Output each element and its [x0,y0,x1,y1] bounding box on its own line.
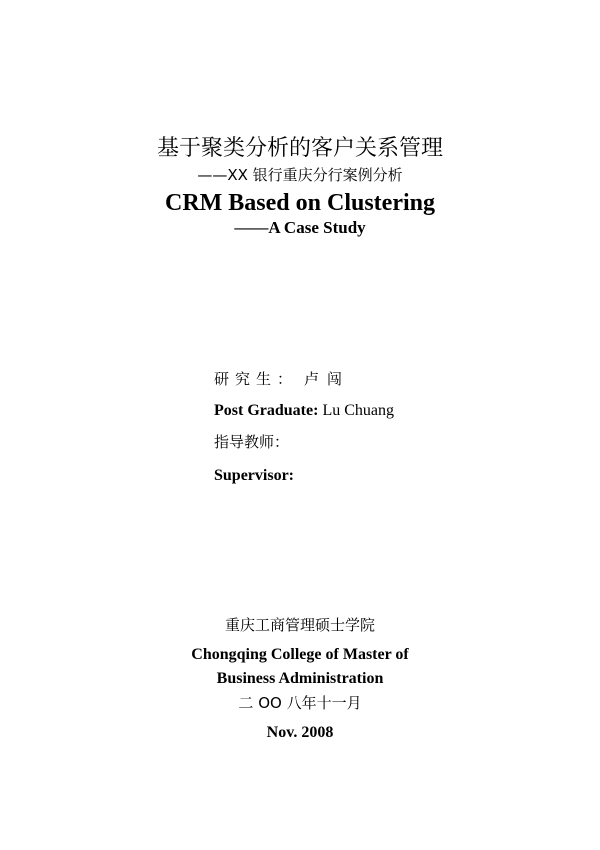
institution-chinese: 重庆工商管理硕士学院 [224,616,375,634]
author-label-chinese: 研究生： [214,370,299,388]
date-english: Nov. 2008 [266,724,334,741]
subtitle-english: ——A Case Study [234,218,366,237]
author-label-english: Post Graduate: [214,402,319,419]
title-chinese: 基于聚类分析的客户关系管理 [156,136,443,161]
supervisor-label-english: Supervisor: [214,467,294,484]
author-name-english: Lu Chuang [322,402,394,419]
author-name-chinese: 卢闯 [304,370,351,388]
institution-english-line2: Business Administration [216,670,384,687]
subtitle-chinese: ——XX 银行重庆分行案例分析 [197,166,403,184]
author-english-line [214,399,394,423]
supervisor-label-chinese: 指导教师： [214,433,290,451]
institution-english-line1: Chongqing College of Master of [191,646,409,663]
title-english: CRM Based on Clustering [164,190,435,216]
author-chinese-line [214,367,350,391]
date-chinese: 二 OO 八年十一月 [238,694,362,712]
